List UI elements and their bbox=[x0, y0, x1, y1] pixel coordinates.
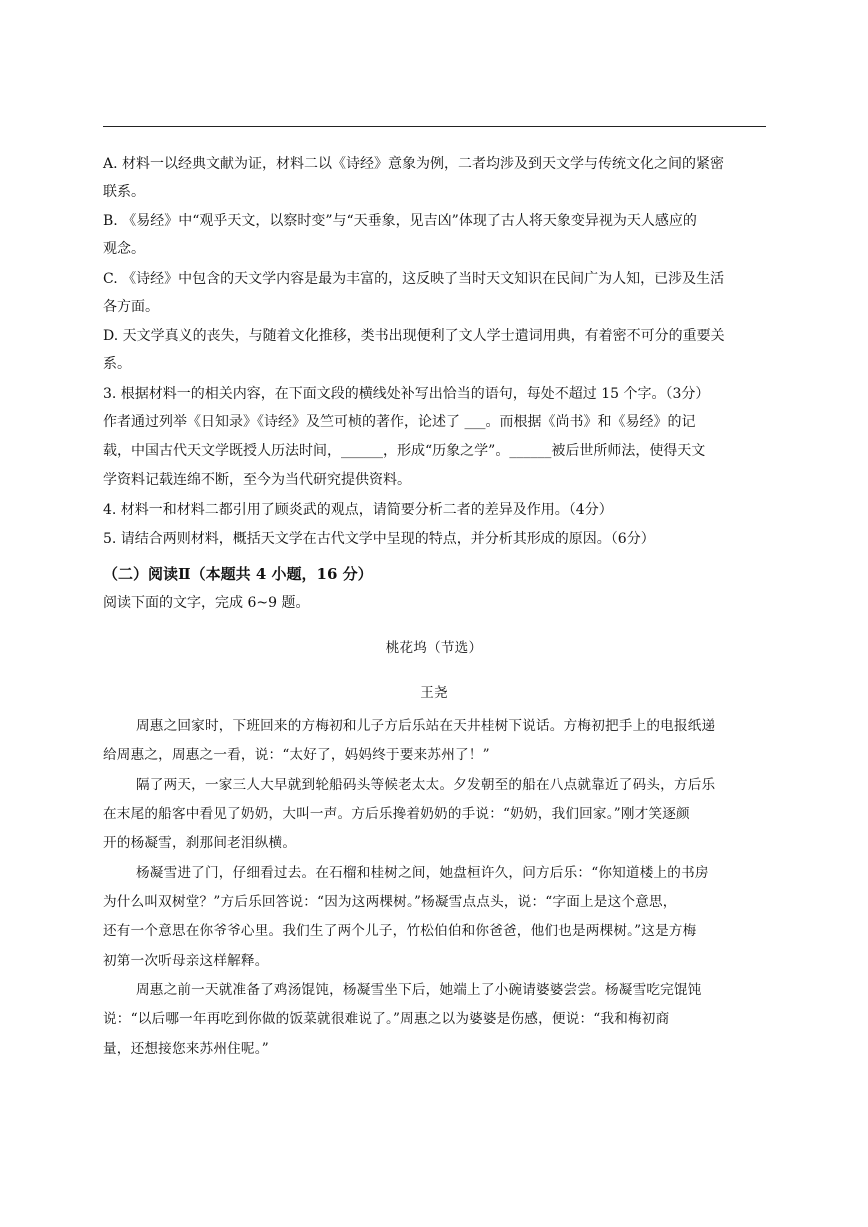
story-line: 开的杨凝雪，刹那间老泪纵横。 bbox=[103, 835, 297, 851]
story-line: 周惠之回家时，下班回来的方梅初和儿子方后乐站在天井桂树下说话。方梅初把手上的电报纸递 bbox=[136, 718, 716, 734]
header-rule bbox=[103, 126, 766, 127]
story-line: 周惠之前一天就准备了鸡汤馄饨，杨凝雪坐下后，她端上了小碗请婆婆尝尝。杨凝雪吃完馄饨 bbox=[136, 982, 702, 998]
question-5: 5. 请结合两则材料，概括天文学在古代文学中呈现的特点，并分析其形成的原因。（6分） bbox=[103, 531, 655, 547]
story-line: 在末尾的船客中看见了奶奶，大叫一声。方后乐搀着奶奶的手说：“奶奶，我们回家。”刚才笑逐颜 bbox=[103, 806, 690, 822]
section-heading: （二）阅读Ⅱ（本题共 4 小题，16 分） bbox=[103, 565, 373, 583]
question-3-line-3: 学资料记载连绵不断，至今为当代研究提供资料。 bbox=[103, 472, 411, 488]
question-3-line-2: 载，中国古代天文学既授人历法时间，______，形成“历象之学”。______被后世所师法，使得天文 bbox=[103, 443, 706, 459]
choice-b-line-2: 观念。 bbox=[103, 241, 145, 257]
story-line: 说：“以后哪一年再吃到你做的饭菜就很难说了。”周惠之以为婆婆是伤感，便说：“我和梅初商 bbox=[103, 1011, 670, 1027]
story-line: 杨凝雪进了门，仔细看过去。在石榴和桂树之间，她盘桓许久，问方后乐：“你知道楼上的书房 bbox=[136, 865, 709, 881]
choice-d-line-2: 系。 bbox=[103, 356, 131, 372]
question-4: 4. 材料一和材料二都引用了顾炎武的观点，请简要分析二者的差异及作用。（4分） bbox=[103, 502, 613, 518]
choice-a-line-2: 联系。 bbox=[103, 184, 145, 200]
story-line: 为什么叫双树堂？”方后乐回答说：“因为这两棵树。”杨凝雪点点头，说：“字面上是这个意思， bbox=[103, 894, 677, 910]
question-3-line-1: 作者通过列举《日知录》《诗经》及竺可桢的著作，论述了 ___。而根据《尚书》和《易经》的记 bbox=[103, 414, 696, 430]
question-3-prompt: 3. 根据材料一的相关内容，在下面文段的横线处补写出恰当的语句，每处不超过 15 个字。（3分） bbox=[103, 386, 710, 402]
story-line: 给周惠之，周惠之一看，说：“太好了，妈妈终于要来苏州了！” bbox=[103, 747, 490, 763]
choice-d-line-1: D. 天文学真义的丧失，与随着文化推移，类书出现便利了文人学士遣词用典，有着密不可分的重要关 bbox=[103, 328, 725, 344]
choice-b-line-1: B. 《易经》中“观乎天文，以察时变”与“天垂象，见吉凶”体现了古人将天象变异视为天人感应的 bbox=[103, 213, 697, 229]
story-line: 隔了两天，一家三人大早就到轮船码头等候老太太。夕发朝至的船在八点就靠近了码头，方后乐 bbox=[136, 777, 716, 793]
section-instruction: 阅读下面的文字，完成 6~9 题。 bbox=[103, 595, 310, 611]
story-line: 初第一次听母亲这样解释。 bbox=[103, 953, 269, 969]
story-line: 还有一个意思在你爷爷心里。我们生了两个儿子，竹松伯伯和你爸爸，他们也是两棵树。”这是方梅 bbox=[103, 923, 697, 939]
choice-c-line-1: C. 《诗经》中包含的天文学内容是最为丰富的，这反映了当时天文知识在民间广为人知，已涉及生活 bbox=[103, 271, 725, 287]
choice-a-line-1: A. 材料一以经典文献为证，材料二以《诗经》意象为例，二者均涉及到天文学与传统文化之间的紧密 bbox=[103, 156, 725, 172]
story-author: 王尧 bbox=[420, 685, 448, 701]
choice-c-line-2: 各方面。 bbox=[103, 299, 159, 315]
story-title: 桃花坞（节选） bbox=[385, 640, 483, 656]
story-line: 量，还想接您来苏州住呢。” bbox=[103, 1041, 269, 1057]
